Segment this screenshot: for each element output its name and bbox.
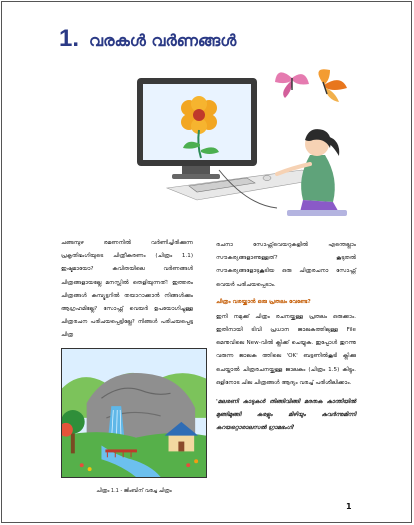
computer-illustration xyxy=(127,60,362,220)
mouse xyxy=(263,176,271,181)
right-paragraph-2: ഇനി നമുക്ക് ചിത്രം രചനയ്ക്കുള്ള പ്രതലം ഒരുക്കാം. ഇതിനായി ടിവി പ്രധാന ജാലകത്തിലുള്ള File മെനുവിലെ New-വിൽ ക്ലിക്ക് ചെയ്യുക. ഇപ്പോൾ തുറന്നു വരുന്ന ജാലക ത്തിലെ 'OK' ബട്ടണിൽകൂടി ക്ലിക്കു ചെയ്താൽ ചിത്രരചനയ്ക്കുള്ള ജാലകം (ചിത്രം 1.5) കിട്ടും. ഒളിനോട ചില ചിത്രങ്ങൾ ആദ്യം വരച്ച് പരിശീലിക്കാം. xyxy=(216,313,356,386)
poem-quote: 'മലരണി കാടുകൾ തിങ്ങിവിങ്ങി മരതക കാന്തിയിൽ മുങ്ങിമുങ്ങി കരളും മിഴിയും കവർന്നുമിന്നി കറയറ്റൊരാലസൽ ഗ്രാമഭംഗി' xyxy=(216,399,356,432)
butterfly-orange xyxy=(318,69,347,102)
figure-caption: ചിത്രം 1.1 - ജിംബിന് വരച്ച ചിത്രം xyxy=(96,488,172,494)
chapter-title-text: വരകൾ വർണങ്ങൾ xyxy=(89,31,237,50)
left-paragraph: ചങ്ങമ്പുഴ രമണനിൽ വർണിച്ചിരിക്കുന്ന പ്രകൃതിഭംഗിയുടെ ചിത്രീകരണം (ചിത്രം 1.1) ഇഷ്ടമായോ? കവിതയിലെ വർണങ്ങൾ ചിത്രങ്ങളായല്ലേ മനസ്സിൽ തെളിയുന്നത്! ഇത്തരം ചിത്രങ്ങൾ കമ്പ്യൂട്ടറിൽ തയാറാക്കാൻ നിങ്ങൾക്കും ആഗ്രഹമില്ലേ? സോഫ്റ്റ് വെയർ ഉപയോഗിച്ചുള്ള ചിത്രരചന പരിചയപ്പെട്ടില്ലേ? നിങ്ങൾ പരിചയപ്പെട്ട ചിത്ര xyxy=(61,240,193,339)
monitor-stand xyxy=(182,166,210,174)
monitor-base xyxy=(172,174,220,179)
butterfly-pink xyxy=(275,72,309,98)
chapter-title xyxy=(59,25,236,55)
landscape-illustration xyxy=(61,348,207,478)
right-paragraph-1: രചനാ സോഫ്റ്റ്‌വെയറുകളിൽ എന്തെല്ലാം സൗകര്യങ്ങളാണുള്ളത്? കൂടുതൽ സൗകര്യങ്ങളോടുകൂടിയ ഒരു ചിത്രരചനാ സോഫ്റ്റ് വെയർ പരിചയപ്പെടാം. xyxy=(216,242,356,288)
chapter-number: 1. xyxy=(59,25,80,52)
right-text-column xyxy=(216,239,356,435)
page-number: 1 xyxy=(346,502,352,511)
page xyxy=(1,1,412,523)
section-heading: ചിത്രം വരയ്ക്കാൻ ഒരു പ്രതലം വേണ്ടേ? xyxy=(216,298,311,305)
left-text-column xyxy=(61,237,193,347)
